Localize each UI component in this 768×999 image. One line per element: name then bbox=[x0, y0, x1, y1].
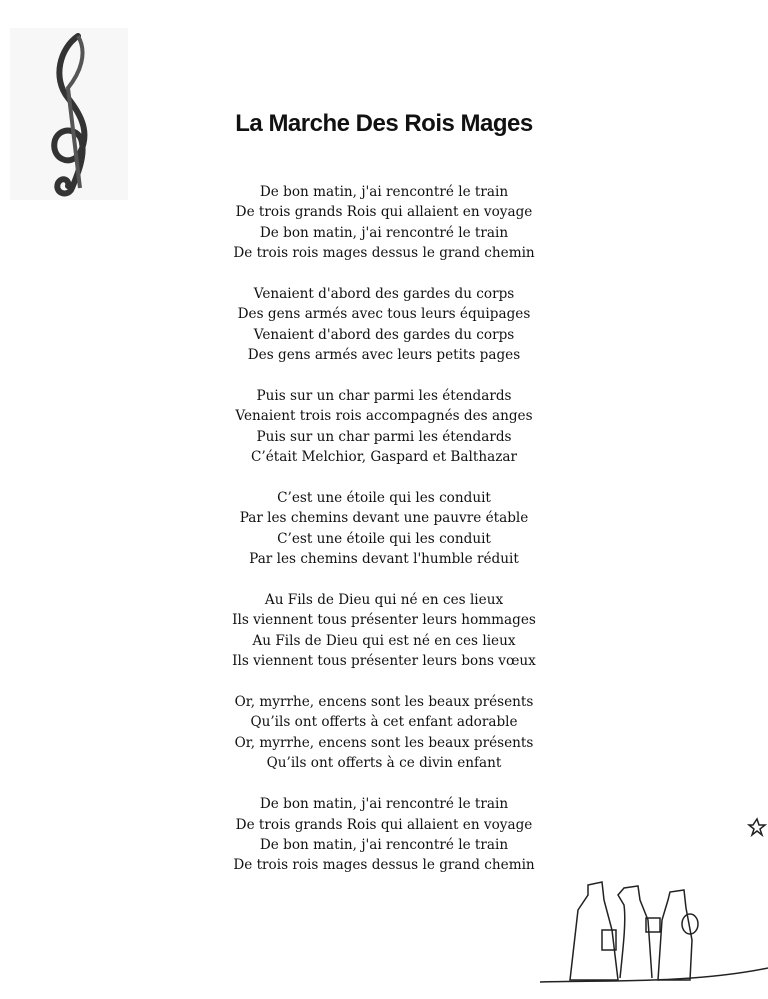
lyric-line: C’est une étoile qui les conduit bbox=[277, 490, 491, 507]
lyric-line: De bon matin, j'ai rencontré le train bbox=[259, 796, 509, 813]
lyric-line: De trois grands Rois qui allaient en voyage bbox=[235, 816, 533, 833]
lyric-line: Au Fils de Dieu qui né en ces lieux bbox=[264, 592, 504, 609]
lyric-line: Puis sur un char parmi les étendards bbox=[256, 388, 512, 405]
stanza bbox=[0, 284, 768, 366]
lyric-line: Ils viennent tous présenter leurs bons vœux bbox=[232, 653, 536, 670]
stanza bbox=[0, 182, 768, 264]
lyric-line: Or, myrrhe, encens sont les beaux présents bbox=[234, 734, 534, 751]
three-kings-illustration bbox=[540, 800, 768, 994]
lyric-line: Venaient d'abord des gardes du corps bbox=[253, 286, 515, 303]
stanza bbox=[0, 692, 768, 774]
lyric-line: Qu’ils ont offerts à cet enfant adorable bbox=[250, 714, 518, 731]
lyric-line: C’était Melchior, Gaspard et Balthazar bbox=[251, 449, 517, 466]
lyric-line: Par les chemins devant l'humble réduit bbox=[249, 551, 519, 568]
stanza bbox=[0, 488, 768, 570]
lyric-line: Ils viennent tous présenter leurs hommages bbox=[232, 612, 536, 629]
lyric-line: De trois rois mages dessus le grand chemin bbox=[233, 857, 535, 874]
lyrics bbox=[0, 182, 768, 896]
lyric-line: C’est une étoile qui les conduit bbox=[277, 530, 491, 547]
stanza bbox=[0, 386, 768, 468]
lyric-line: Au Fils de Dieu qui est né en ces lieux bbox=[252, 632, 516, 649]
lyric-line: Qu’ils ont offerts à ce divin enfant bbox=[266, 755, 502, 772]
lyric-line: Par les chemins devant une pauvre étable bbox=[239, 510, 529, 527]
lyric-line: Venaient d'abord des gardes du corps bbox=[253, 326, 515, 343]
lyric-line: Des gens armés avec leurs petits pages bbox=[247, 347, 521, 364]
lyric-line: Or, myrrhe, encens sont les beaux présents bbox=[234, 694, 534, 711]
lyric-line: De bon matin, j'ai rencontré le train bbox=[259, 836, 509, 853]
lyric-line: Venaient trois rois accompagnés des anges bbox=[235, 408, 533, 425]
page-title: La Marche Des Rois Mages bbox=[235, 110, 533, 137]
lyric-line: Des gens armés avec tous leurs équipages bbox=[237, 306, 531, 323]
lyric-line: Puis sur un char parmi les étendards bbox=[256, 428, 512, 445]
lyric-line: De trois grands Rois qui allaient en voyage bbox=[235, 204, 533, 221]
stanza bbox=[0, 590, 768, 672]
lyric-line: De trois rois mages dessus le grand chemin bbox=[233, 245, 535, 262]
lyric-line: De bon matin, j'ai rencontré le train bbox=[259, 184, 509, 200]
lyric-line: De bon matin, j'ai rencontré le train bbox=[259, 224, 509, 241]
